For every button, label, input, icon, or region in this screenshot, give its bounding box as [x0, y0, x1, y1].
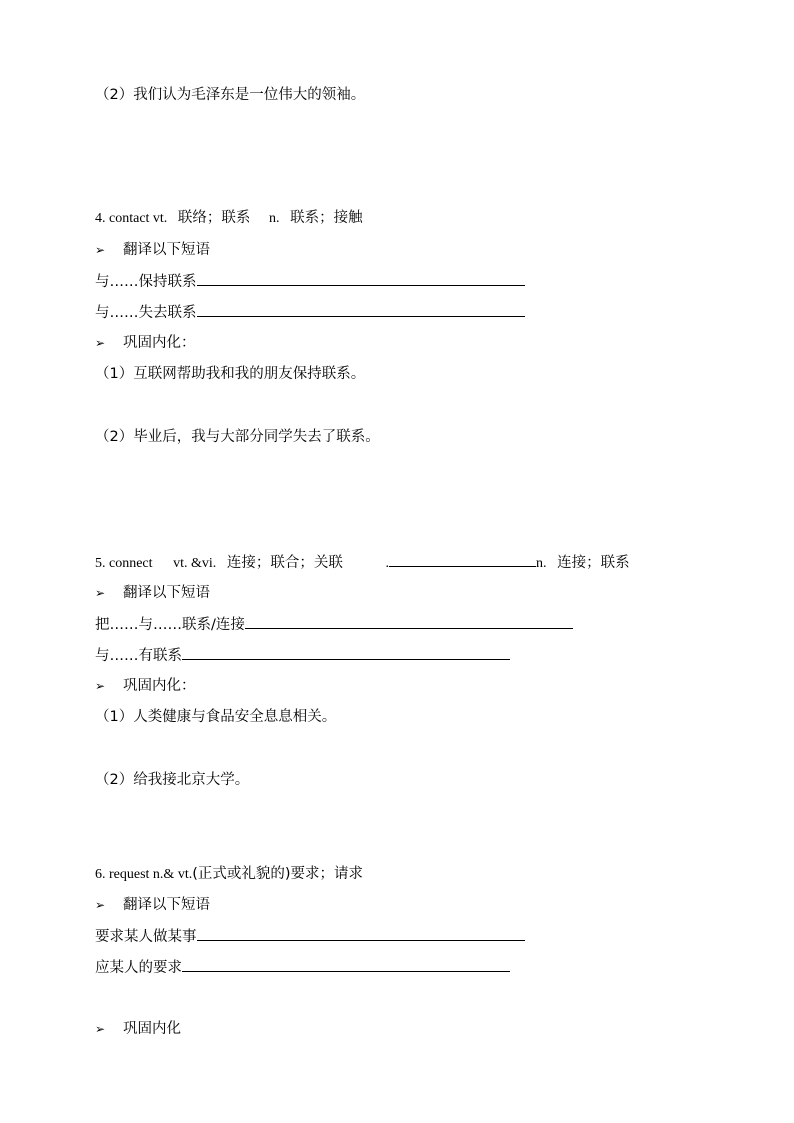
answer-blank[interactable]: [197, 302, 525, 317]
item-6-word: 6. request n.& vt.: [95, 867, 193, 882]
arrowhead-bullet-icon: ➢: [95, 586, 106, 600]
item-6-phrase-1: [95, 926, 525, 947]
item-5-meaning-2: 连接；联系: [557, 555, 630, 571]
item-5-consolidate-heading: [95, 676, 196, 696]
item-4-meaning-1: 联络；联系: [177, 210, 251, 226]
question-4-2: （2）毕业后，我与大部分同学失去了联系。: [95, 429, 380, 445]
question-5-1: （1）人类健康与食品安全息息相关。: [95, 709, 337, 725]
translate-label: 翻译以下短语: [123, 897, 210, 913]
item-4-heading: [95, 208, 363, 229]
item-5-phrase-1: [95, 614, 573, 635]
translate-label: 翻译以下短语: [123, 242, 210, 258]
answer-blank[interactable]: [182, 957, 510, 972]
item-6-phrase-2: [95, 957, 510, 978]
item-5-word: 5. connect: [95, 556, 153, 571]
arrowhead-bullet-icon: ➢: [95, 898, 106, 912]
item-5-phrase-2: [95, 645, 510, 666]
arrowhead-bullet-icon: ➢: [95, 243, 106, 257]
answer-blank[interactable]: [197, 271, 525, 286]
phrase-text: 把……与……联系/连接: [95, 617, 245, 633]
item-5-translate-heading: [95, 583, 210, 603]
arrowhead-bullet-icon: ➢: [95, 679, 106, 693]
item-4-word: 4. contact vt.: [95, 211, 168, 226]
translate-label: 翻译以下短语: [123, 585, 210, 601]
phrase-text: 应某人的要求: [95, 960, 182, 976]
item-6-consolidate-heading: [95, 1019, 181, 1039]
item-6-meaning: (正式或礼貌的)要求；请求: [192, 866, 364, 882]
item-5-heading: [95, 552, 695, 574]
consolidate-label: 巩固内化：: [123, 678, 196, 694]
item-4-translate-heading: [95, 240, 210, 260]
arrowhead-bullet-icon: ➢: [95, 1022, 106, 1036]
item-4-meaning-2: 联系；接触: [290, 210, 363, 226]
question-4-1: （1）互联网帮助我和我的朋友保持联系。: [95, 366, 366, 382]
answer-blank[interactable]: [245, 614, 573, 629]
arrowhead-bullet-icon: ➢: [95, 336, 106, 350]
question-5-2: （2）给我接北京大学。: [95, 772, 250, 788]
item-6-translate-heading: [95, 895, 210, 915]
phrase-text: 与……有联系: [95, 648, 182, 664]
question-3-2: （2）我们认为毛泽东是一位伟大的领袖。: [95, 87, 366, 103]
item-4-pos-n: n.: [269, 211, 280, 226]
consolidate-label: 巩固内化: [123, 1021, 181, 1037]
answer-blank[interactable]: [182, 645, 510, 660]
phrase-text: 要求某人做某事: [95, 929, 197, 945]
item-4-phrase-2: [95, 302, 525, 323]
item-6-heading: [95, 864, 363, 885]
consolidate-label: 巩固内化：: [123, 335, 196, 351]
item-5-pos: vt. &vi.: [173, 556, 217, 571]
item-5-meaning-1: 连接；联合；关联: [226, 555, 343, 571]
item-4-consolidate-heading: [95, 333, 196, 353]
item-5-pos-n: n.: [536, 556, 547, 571]
phrase-text: 与……保持联系: [95, 274, 197, 290]
answer-blank-noun[interactable]: [389, 552, 536, 567]
item-5-dot: .: [385, 556, 390, 571]
phrase-text: 与……失去联系: [95, 305, 197, 321]
item-4-phrase-1: [95, 271, 525, 292]
answer-blank[interactable]: [197, 926, 525, 941]
